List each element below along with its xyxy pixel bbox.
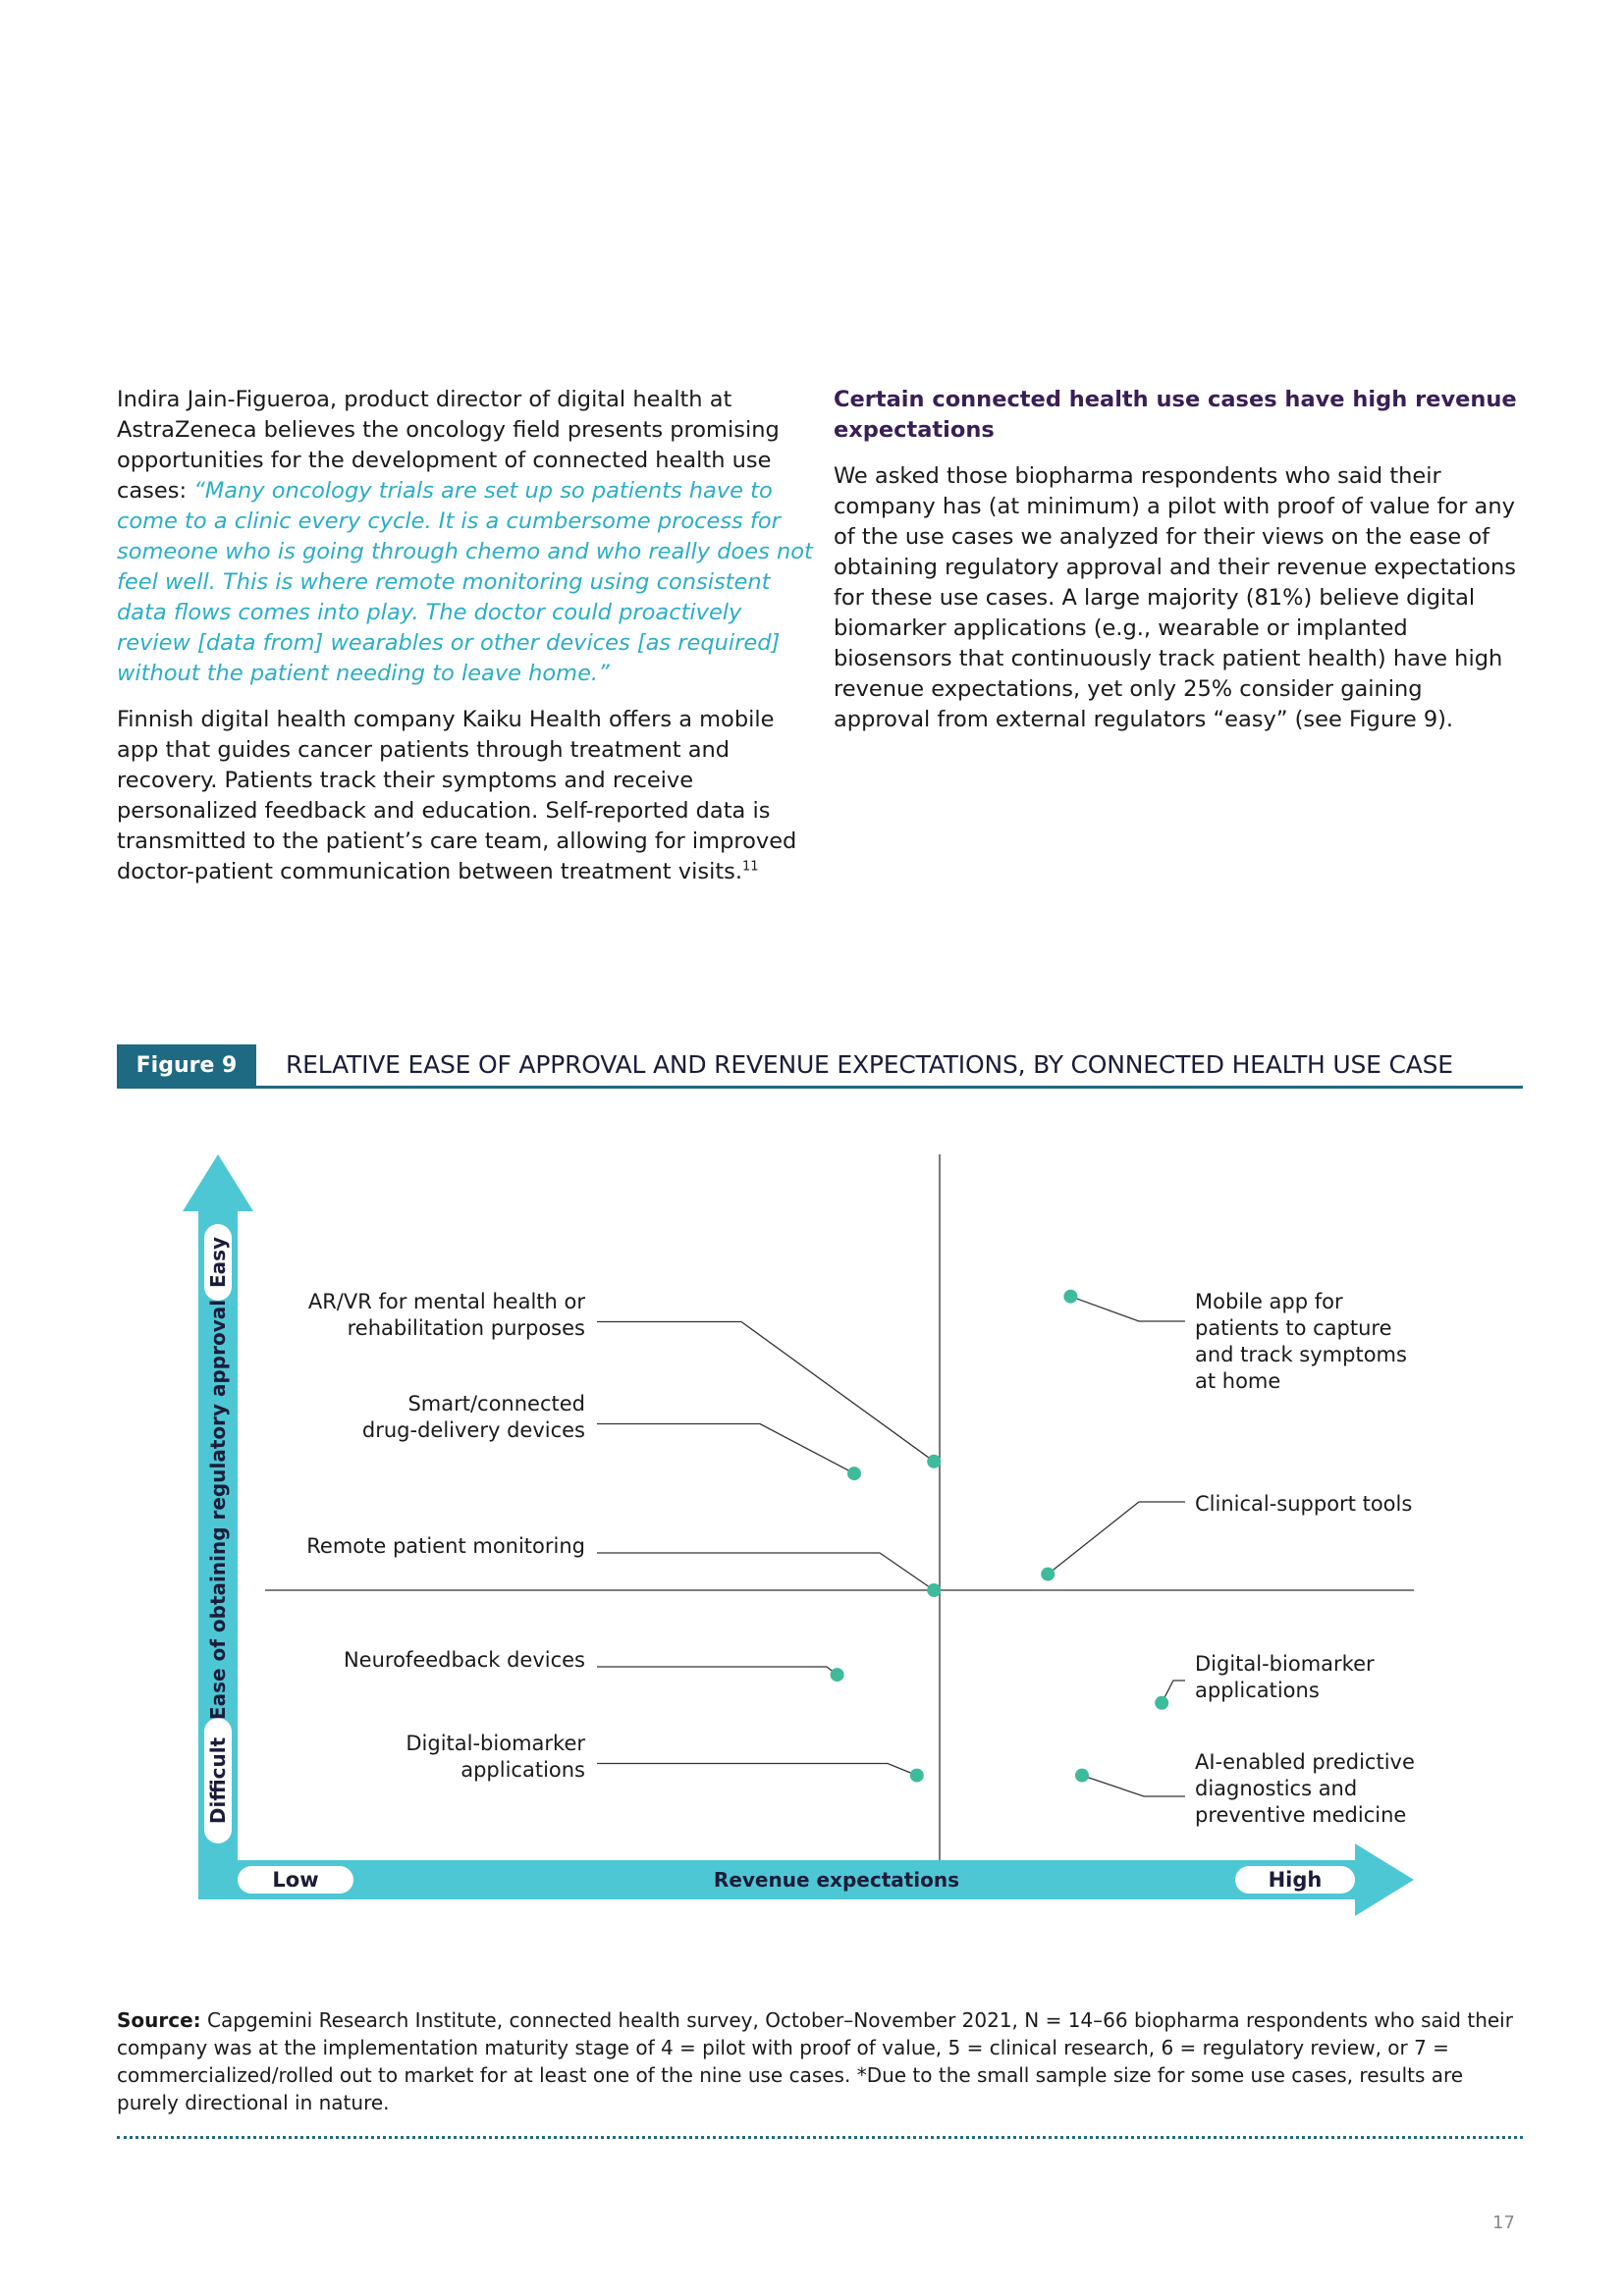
leader-line [597, 1553, 934, 1590]
point-label: Digital-biomarker [1195, 1652, 1375, 1676]
point-label: Clinical-support tools [1195, 1492, 1413, 1516]
x-axis-title: Revenue expectations [713, 1868, 960, 1892]
point-label: Mobile app for [1195, 1290, 1343, 1313]
point-label: Remote patient monitoring [306, 1534, 585, 1558]
data-point [1155, 1696, 1168, 1710]
data-point [847, 1467, 861, 1480]
figure-badge: Figure 9 [117, 1044, 256, 1086]
leader-line [597, 1322, 934, 1462]
data-point [1041, 1568, 1055, 1581]
section-heading: Certain connected health use cases have high revenue expectations [834, 387, 1517, 443]
point-label: Neurofeedback devices [343, 1648, 585, 1672]
right-column [834, 385, 1521, 751]
point-label: Digital-biomarker [406, 1732, 585, 1755]
data-point [927, 1455, 941, 1468]
point-label: Smart/connected [407, 1392, 585, 1415]
paragraph-quote [117, 385, 816, 689]
source-note [117, 2006, 1523, 2116]
paragraph-kaiku-text: Finnish digital health company Kaiku Health offers a mobile app that guides cancer patients through treatment and recovery. Patients track their symptoms and receive personalized feedback and education. Self-reported data is transmitted to the patient’s care team, allowing for improved doctor-patient communication between treatment visits. [117, 707, 797, 884]
point-label: diagnostics and [1195, 1777, 1358, 1800]
leader-line [597, 1667, 838, 1675]
figure-title: RELATIVE EASE OF APPROVAL AND REVENUE EXPECTATIONS, BY CONNECTED HEALTH USE CASE [286, 1050, 1453, 1079]
y-axis-arrowhead [183, 1154, 253, 1211]
footnote-ref: 11 [742, 859, 759, 875]
point-label: AR/VR for mental health or [307, 1290, 585, 1313]
quadrant-chart [0, 1129, 1624, 1934]
data-point [910, 1769, 924, 1783]
point-label: at home [1195, 1369, 1281, 1393]
figure-rule [117, 1086, 1523, 1089]
data-point [831, 1668, 844, 1682]
point-label: applications [460, 1758, 585, 1782]
data-point [1063, 1290, 1077, 1304]
point-label: preventive medicine [1195, 1803, 1407, 1827]
x-axis-arrowhead [1355, 1843, 1414, 1916]
leader-line [597, 1424, 854, 1474]
point-label: patients to capture [1195, 1316, 1392, 1340]
point-label: drug-delivery devices [361, 1418, 585, 1442]
data-point [1075, 1769, 1089, 1783]
source-label: Source: [117, 2008, 201, 2032]
paragraph-intro-text: Indira Jain-Figueroa, product director of digital health at AstraZeneca believes the oncology field presents promising opportunities for the development of connected health use cases: [117, 387, 780, 504]
data-point [927, 1583, 941, 1597]
point-label: rehabilitation purposes [347, 1316, 585, 1340]
dotted-divider [117, 2136, 1523, 2139]
y-axis-title: Ease of obtaining regulatory approval [206, 1299, 230, 1721]
paragraph-body: We asked those biopharma respondents who said their company has (at minimum) a pilot with proof of value for any of the use cases we analyzed for their views on the ease of obtaining regulatory approval and their revenue expectations for these use cases. A large majority (81%) believe digital biomarker applications (e.g., wearable or implanted biosensors that continuously track patient health) have high revenue expectations, yet only 25% consider gaining approval from external regulators “easy” (see Figure 9). [834, 463, 1517, 732]
pull-quote: “Many oncology trials are set up so patients have to come to a clinic every cycle. It is a cumbersome process for someone who is going through chemo and who really does not feel well. This is where remote monitoring using consistent data flows comes into play. The doctor could proactively review [data from] wearables or other devices [as required] without the patient needing to leave home.” [117, 478, 813, 686]
point-label: applications [1195, 1679, 1320, 1702]
x-high-label: High [1268, 1868, 1323, 1892]
leader-line [1048, 1502, 1185, 1575]
point-label: AI-enabled predictive [1195, 1750, 1415, 1774]
y-high-label: Easy [206, 1236, 230, 1289]
source-text: Capgemini Research Institute, connected health survey, October–November 2021, N = 14–66 biopharma respondents who said their company was at the implementation maturity stage of 4 = pilot with proof of value, 5 = clinical research, 6 = regulatory review, or 7 = commercialized/rolled out to market for at least one of the nine use cases. *Due to the small sample size for some use cases, results are purely directional in nature. [117, 2008, 1513, 2114]
paragraph-kaiku [117, 705, 816, 887]
leader-line [1070, 1297, 1185, 1321]
x-low-label: Low [272, 1868, 319, 1892]
leader-line [597, 1764, 917, 1776]
left-column [117, 385, 816, 903]
leader-line [1082, 1776, 1185, 1796]
y-low-label: Difficult [206, 1736, 230, 1825]
page-number: 17 [1492, 2213, 1515, 2233]
figure-header [117, 1044, 1523, 1090]
point-label: and track symptoms [1195, 1343, 1407, 1366]
